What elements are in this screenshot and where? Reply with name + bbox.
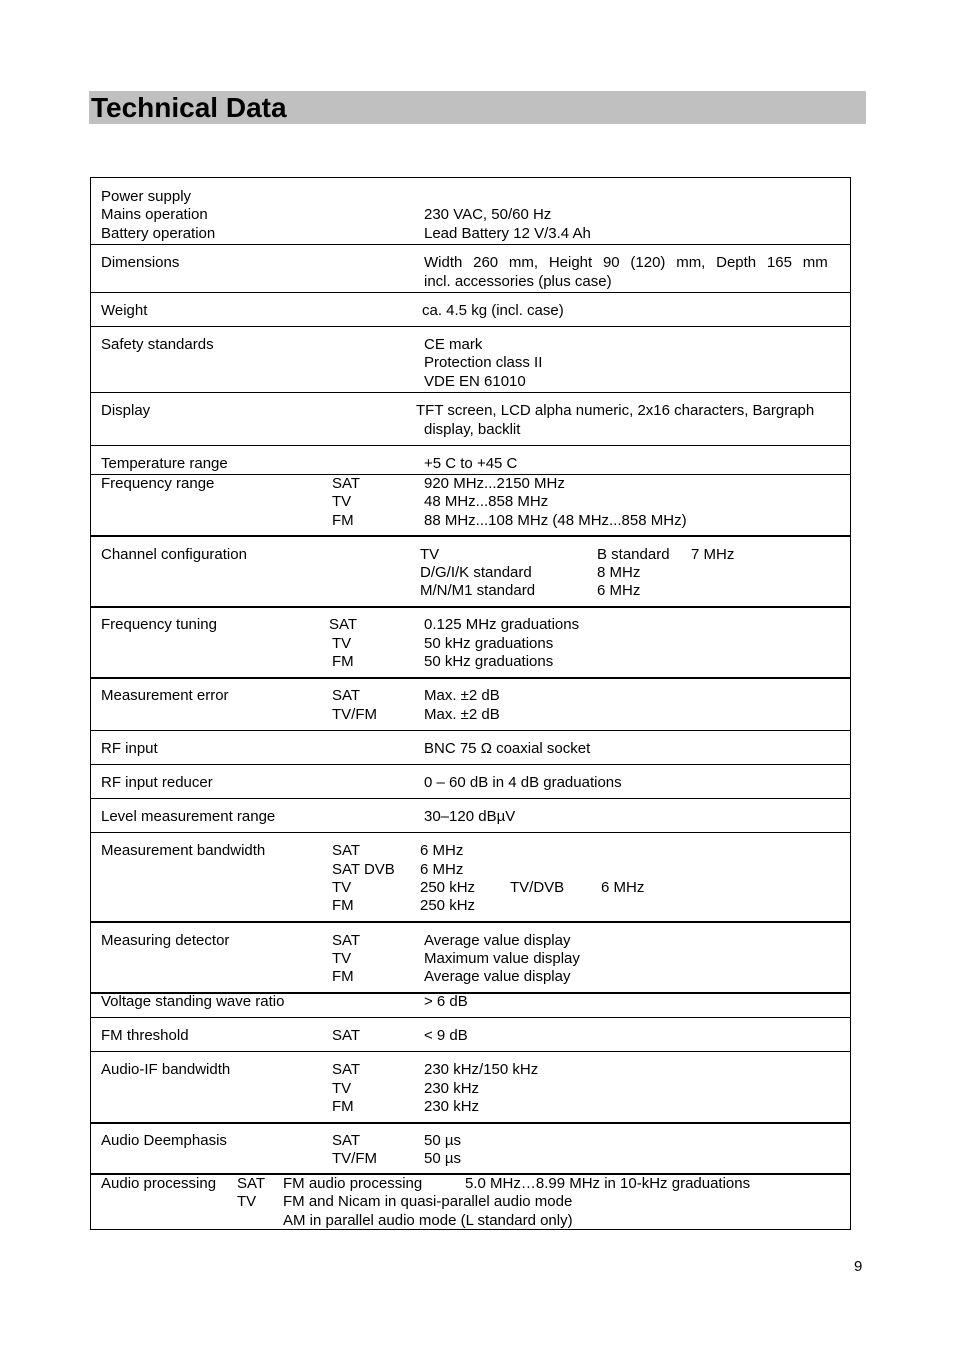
- row-divider: [91, 1122, 850, 1124]
- row-divider: [91, 677, 850, 679]
- audio-processing-fm-label: FM audio processing: [283, 1175, 423, 1192]
- measurement-error-sub-tvfm: TV/FM: [332, 706, 377, 723]
- audio-if-value-tv: 230 kHz: [424, 1080, 480, 1097]
- display-label: Display: [101, 402, 151, 419]
- dimensions-value-line1: Width 260 mm, Height 90 (120) mm, Depth 165 mm: [424, 254, 828, 271]
- rf-input-label: RF input: [101, 740, 158, 757]
- row-divider: [91, 1051, 850, 1052]
- channel-config-dgik: D/G/I/K standard: [420, 564, 532, 581]
- channel-config-b-value: 7 MHz: [691, 546, 735, 563]
- measuring-detector-value-fm: Average value display: [424, 968, 571, 985]
- audio-deemphasis-value-tvfm: 50 µs: [424, 1150, 461, 1167]
- measuring-detector-sub-fm: FM: [332, 968, 354, 985]
- channel-config-mnm1-value: 6 MHz: [597, 582, 641, 599]
- row-divider: [91, 606, 850, 608]
- fm-threshold-value: < 9 dB: [424, 1027, 468, 1044]
- measurement-bandwidth-value-sat: 6 MHz: [420, 842, 464, 859]
- audio-if-value-fm: 230 kHz: [424, 1098, 480, 1115]
- audio-deemphasis-value-sat: 50 µs: [424, 1132, 461, 1149]
- frequency-tuning-value-tv: 50 kHz graduations: [424, 635, 554, 652]
- spec-table: [90, 177, 851, 1230]
- frequency-range-value-sat: 920 MHz...2150 MHz: [424, 475, 565, 492]
- weight-value: ca. 4.5 kg (incl. case): [422, 302, 564, 319]
- row-divider: [91, 244, 850, 245]
- audio-if-sub-tv: TV: [332, 1080, 352, 1097]
- frequency-range-value-tv: 48 MHz...858 MHz: [424, 493, 549, 510]
- measurement-bandwidth-value-fm: 250 kHz: [420, 897, 476, 914]
- measurement-bandwidth-value-satdvb: 6 MHz: [420, 861, 464, 878]
- page-title: Technical Data: [91, 92, 287, 123]
- title-bar: [89, 91, 866, 124]
- dimensions-label: Dimensions: [101, 254, 180, 271]
- page-number: 9: [854, 1258, 863, 1275]
- temperature-range-value: +5 C to +45 C: [424, 455, 518, 472]
- battery-operation-label: Battery operation: [101, 225, 216, 242]
- safety-value-3: VDE EN 61010: [424, 373, 526, 390]
- frequency-tuning-sub-tv: TV: [332, 635, 352, 652]
- measuring-detector-value-tv: Maximum value display: [424, 950, 580, 967]
- row-divider: [91, 326, 850, 327]
- measurement-bandwidth-tvdvb-value: 6 MHz: [601, 879, 645, 896]
- vswr-label: Voltage standing wave ratio: [101, 993, 285, 1010]
- audio-deemphasis-sub-tvfm: TV/FM: [332, 1150, 377, 1167]
- audio-if-sub-fm: FM: [332, 1098, 354, 1115]
- row-divider: [91, 921, 850, 923]
- display-value-line1: TFT screen, LCD alpha numeric, 2x16 characters, Bargraph: [416, 402, 815, 419]
- frequency-tuning-value-fm: 50 kHz graduations: [424, 653, 554, 670]
- row-divider: [91, 1017, 850, 1018]
- measurement-error-value-sat: Max. ±2 dB: [424, 687, 500, 704]
- row-divider: [91, 392, 850, 393]
- channel-config-dgik-value: 8 MHz: [597, 564, 641, 581]
- frequency-range-sub-fm: FM: [332, 512, 354, 529]
- safety-value-2: Protection class II: [424, 354, 543, 371]
- row-divider: [91, 798, 850, 799]
- measurement-bandwidth-sub-sat: SAT: [332, 842, 361, 859]
- audio-if-value-sat: 230 kHz/150 kHz: [424, 1061, 539, 1078]
- temperature-range-label: Temperature range: [101, 455, 228, 472]
- measurement-bandwidth-value-tv: 250 kHz: [420, 879, 476, 896]
- measurement-bandwidth-label: Measurement bandwidth: [101, 842, 266, 859]
- battery-operation-value: Lead Battery 12 V/3.4 Ah: [424, 225, 591, 242]
- measurement-bandwidth-sub-tv: TV: [332, 879, 352, 896]
- mains-operation-label: Mains operation: [101, 206, 208, 223]
- vswr-value: > 6 dB: [424, 993, 468, 1010]
- measuring-detector-label: Measuring detector: [101, 932, 230, 949]
- measurement-error-label: Measurement error: [101, 687, 229, 704]
- audio-deemphasis-sub-sat: SAT: [332, 1132, 361, 1149]
- row-divider: [91, 535, 850, 537]
- row-divider: [91, 832, 850, 833]
- channel-configuration-label: Channel configuration: [101, 546, 247, 563]
- row-divider: [91, 764, 850, 765]
- audio-if-bandwidth-label: Audio-IF bandwidth: [101, 1061, 231, 1078]
- measurement-bandwidth-tvdvb-label: TV/DVB: [510, 879, 565, 896]
- level-measurement-range-value: 30–120 dBµV: [424, 808, 516, 825]
- fm-threshold-sub-sat: SAT: [332, 1027, 361, 1044]
- audio-processing-tv-line2: AM in parallel audio mode (L standard only): [283, 1212, 573, 1229]
- measurement-bandwidth-sub-fm: FM: [332, 897, 354, 914]
- audio-processing-sub-tv: TV: [237, 1193, 257, 1210]
- audio-processing-tv-line1: FM and Nicam in quasi-parallel audio mode: [283, 1193, 573, 1210]
- mains-operation-value: 230 VAC, 50/60 Hz: [424, 206, 552, 223]
- dimensions-value-line2: incl. accessories (plus case): [424, 273, 612, 290]
- rf-input-reducer-label: RF input reducer: [101, 774, 213, 791]
- channel-config-b-standard: B standard: [597, 546, 670, 563]
- row-divider: [91, 445, 850, 446]
- rf-input-reducer-value: 0 – 60 dB in 4 dB graduations: [424, 774, 622, 791]
- audio-processing-sub-sat: SAT: [237, 1175, 266, 1192]
- audio-deemphasis-label: Audio Deemphasis: [101, 1132, 227, 1149]
- frequency-tuning-value-sat: 0.125 MHz graduations: [424, 616, 580, 633]
- frequency-range-value-fm: 88 MHz...108 MHz (48 MHz...858 MHz): [424, 512, 687, 529]
- measuring-detector-value-sat: Average value display: [424, 932, 571, 949]
- frequency-range-sub-tv: TV: [332, 493, 352, 510]
- safety-standards-label: Safety standards: [101, 336, 214, 353]
- frequency-tuning-sub-sat: SAT: [329, 616, 358, 633]
- audio-processing-label: Audio processing: [101, 1175, 217, 1192]
- level-measurement-range-label: Level measurement range: [101, 808, 276, 825]
- measurement-error-value-tvfm: Max. ±2 dB: [424, 706, 500, 723]
- channel-config-mnm1: M/N/M1 standard: [420, 582, 536, 599]
- power-supply-label: Power supply: [101, 188, 192, 205]
- row-divider: [91, 292, 850, 293]
- frequency-tuning-label: Frequency tuning: [101, 616, 217, 633]
- frequency-tuning-sub-fm: FM: [332, 653, 354, 670]
- audio-if-sub-sat: SAT: [332, 1061, 361, 1078]
- measuring-detector-sub-tv: TV: [332, 950, 352, 967]
- measurement-error-sub-sat: SAT: [332, 687, 361, 704]
- fm-threshold-label: FM threshold: [101, 1027, 189, 1044]
- row-divider: [91, 730, 850, 731]
- measuring-detector-sub-sat: SAT: [332, 932, 361, 949]
- rf-input-value: BNC 75 Ω coaxial socket: [424, 740, 591, 757]
- channel-config-tv: TV: [420, 546, 440, 563]
- frequency-range-sub-sat: SAT: [332, 475, 361, 492]
- safety-value-1: CE mark: [424, 336, 483, 353]
- display-value-line2: display, backlit: [424, 421, 521, 438]
- audio-processing-fm-value: 5.0 MHz…8.99 MHz in 10-kHz graduations: [465, 1175, 751, 1192]
- weight-label: Weight: [101, 302, 148, 319]
- frequency-range-label: Frequency range: [101, 475, 215, 492]
- measurement-bandwidth-sub-satdvb: SAT DVB: [332, 861, 395, 878]
